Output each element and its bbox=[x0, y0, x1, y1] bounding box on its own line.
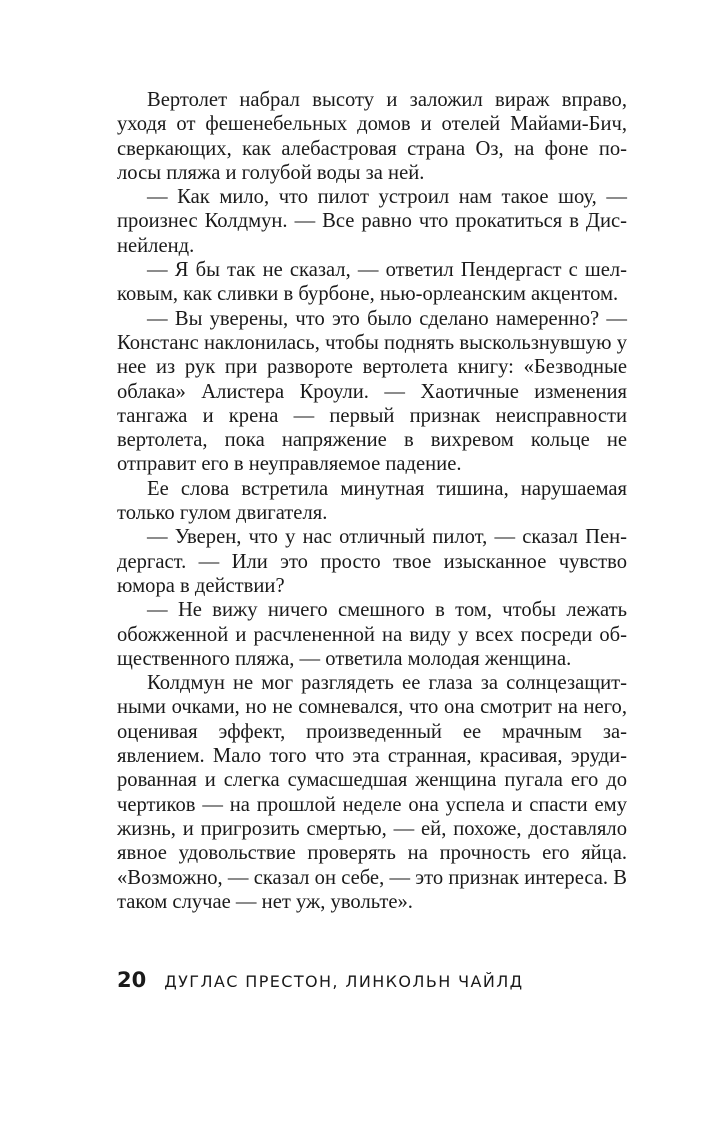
paragraph-5: Ее слова встретила минутная тишина, нарушаемая только гулом двигателя. bbox=[117, 477, 627, 525]
paragraph-8: Колдмун не мог разглядеть ее глаза за солнцезащитными очками, но не сомневался, что она смотрит на него, оценивая эффект, произведенный ее мрачным заявлением. Мало того что эта странная, красивая, эрудированная и слегка сумасшедшая женщина пугала его до чертиков — на прошлой неделе она успела и спасти ему жизнь, и пригрозить смертью, — ей, похоже, доставляло явное удовольствие проверять на прочность его яйца. «Возможно, — сказал он себе, — это признак интереса. В таком случае — нет уж, увольте». bbox=[117, 672, 627, 913]
paragraph-1: Вертолет набрал высоту и заложил вираж вправо, уходя от фешенебельных домов и отелей Майами-Бич, сверкающих, как алебастровая страна Оз, на фоне полосы пляжа и голубой воды за ней. bbox=[117, 89, 627, 184]
paragraph-7: — Не вижу ничего смешного в том, чтобы лежать обожженной и расчлененной на виду у всех посреди общественного пляжа, — ответила молодая женщина. bbox=[117, 599, 627, 670]
paragraph-2: — Как мило, что пилот устроил нам такое шоу, — произнес Колдмун. — Все равно что прокатиться в Диснейленд. bbox=[117, 186, 627, 257]
body-text bbox=[117, 88, 627, 914]
paragraph-6: — Уверен, что у нас отличный пилот, — сказал Пендергаст. — Или это просто твое изысканное чувство юмора в действии? bbox=[117, 526, 627, 597]
page-footer bbox=[117, 968, 524, 994]
paragraph-3: — Я бы так не сказал, — ответил Пендергаст с шелковым, как сливки в бурбоне, нью-орлеанским акцентом. bbox=[117, 259, 627, 306]
page-number: 20 bbox=[117, 968, 147, 992]
running-title: ДУГЛАС ПРЕСТОН, ЛИНКОЛЬН ЧАЙЛД bbox=[164, 972, 524, 991]
paragraph-4: — Вы уверены, что это было сделано намеренно? — Констанс наклонилась, чтобы поднять выскользнувшую у нее из рук при развороте вертолета книгу: «Безводные облака» Алистера Кроули. — Хаотичные изменения тангажа и крена — первый признак неисправности вертолета, пока напряжение в вихревом кольце не отправит его в неуправляемое падение. bbox=[117, 307, 627, 476]
